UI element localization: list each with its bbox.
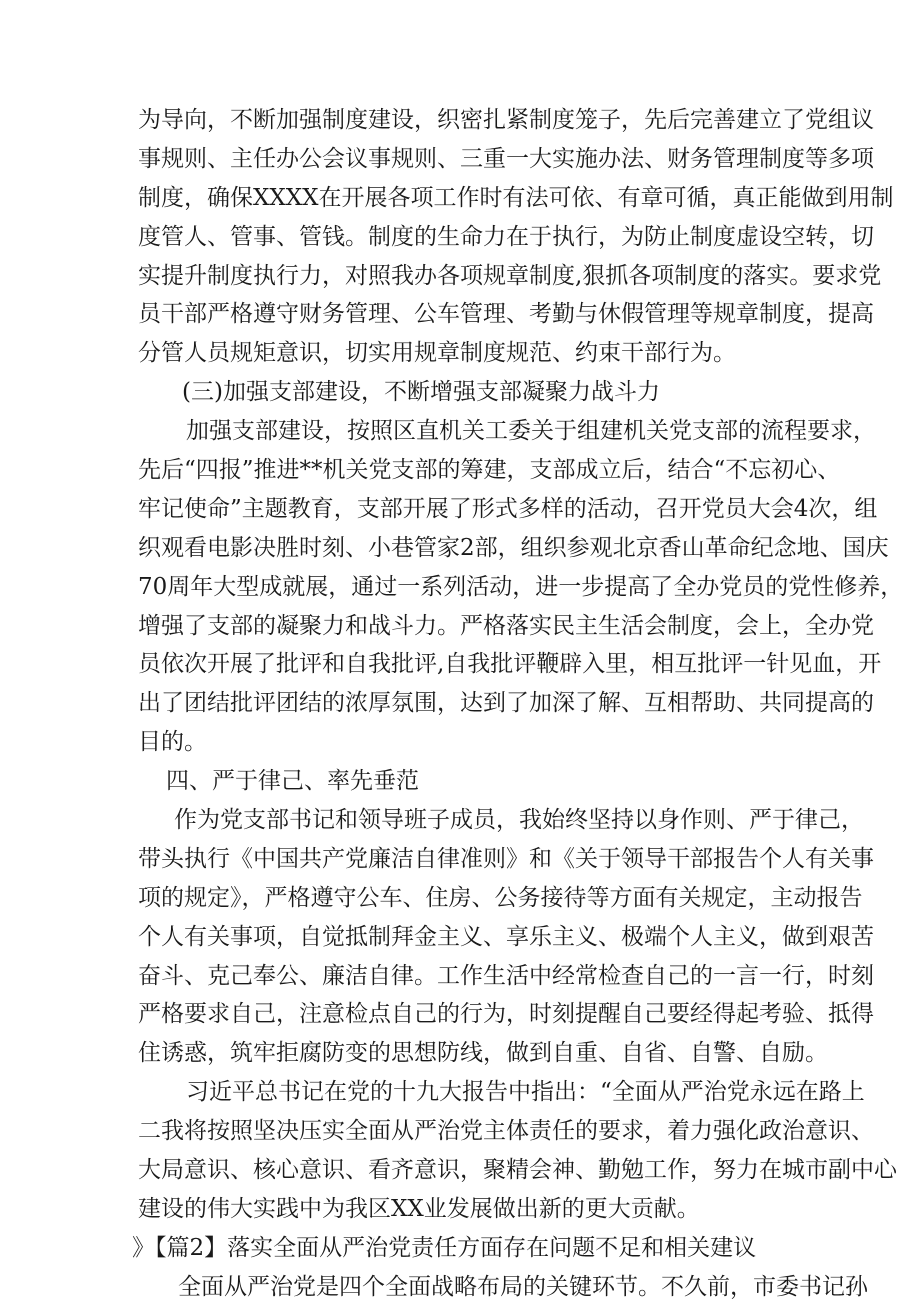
text-line: 分管人员规矩意识，切实用规章制度规范、约束干部行为。 — [138, 340, 736, 367]
text-line: 奋斗、克己奉公、廉洁自律。工作生活中经常检查自己的一言一行，时刻 — [138, 962, 874, 989]
article-heading: 》【篇2】落实全面从严治党责任方面存在问题不足和相关建议 — [132, 1234, 757, 1261]
text-line: 员依次开展了批评和自我批评,自我批评鞭辟入里，相互批评一针见血，开 — [138, 651, 882, 678]
text-line: 项的规定》，严格遵守公车、住房、公务接待等方面有关规定，主动报告 — [138, 884, 863, 911]
text-line: 出了团结批评团结的浓厚氛围，达到了加深了解、互相帮助、共同提高的 — [138, 690, 874, 717]
text-line: 牢记使命”主题教育，支部开展了形式多样的活动，召开党员大会4次，组 — [138, 495, 878, 522]
text-line: 作为党支部书记和领导班子成员，我始终坚持以身作则、严于律己， — [174, 807, 864, 834]
text-line: 全面从严治党是四个全面战略布局的关键环节。不久前，市委书记孙 — [178, 1273, 868, 1300]
text-line: 先后“四报”推进**机关党支部的筹建，支部成立后，结合“不忘初心、 — [138, 457, 841, 484]
text-line: 增强了支部的凝聚力和战斗力。严格落实民主生活会制度，会上，全办党 — [138, 612, 874, 639]
section-heading: 四、严于律己、率先垂范 — [166, 768, 419, 795]
text-line: 员干部严格遵守财务管理、公车管理、考勤与休假管理等规章制度，提高 — [138, 301, 874, 328]
text-line: 事规则、主任办公会议事规则、三重一大实施办法、财务管理制度等多项 — [138, 145, 874, 172]
text-line: 70周年大型成就展，通过一系列活动，进一步提高了全办党员的党性修养， — [138, 573, 904, 600]
text-line: 住诱惑，筑牢拒腐防变的思想防线，做到自重、自省、自警、自励。 — [138, 1040, 828, 1067]
text-line: 目的。 — [138, 729, 207, 756]
text-line: 加强支部建设，按照区直机关工委关于组建机关党支部的流程要求， — [186, 418, 876, 445]
text-line: 习近平总书记在党的十九大报告中指出：“全面从严治党永远在路上 — [186, 1079, 865, 1106]
text-line: 制度，确保XXXX在开展各项工作时有法可依、有章可循，真正能做到用制 — [138, 184, 894, 211]
text-line: 带头执行《中国共产党廉洁自律准则》和《关于领导干部报告个人有关事 — [138, 845, 874, 872]
text-line: 二我将按照坚决压实全面从严治党主体责任的要求，着力强化政治意识、 — [138, 1118, 874, 1145]
text-line: 实提升制度执行力，对照我办各项规章制度,狠抓各项制度的落实。要求党 — [138, 262, 882, 289]
text-line: 为导向，不断加强制度建设，织密扎紧制度笼子，先后完善建立了党组议 — [138, 107, 874, 133]
text-line: 建设的伟大实践中为我区XX业发展做出新的更大贡献。 — [138, 1195, 700, 1222]
text-line: 严格要求自己，注意检点自己的行为，时刻提醒自己要经得起考验、抵得 — [138, 1001, 874, 1028]
text-line: 度管人、管事、管钱。制度的生命力在于执行，为防止制度虚设空转，切 — [138, 223, 874, 250]
text-line: 织观看电影决胜时刻、小巷管家2部，组织参观北京香山革命纪念地、国庆 — [138, 534, 889, 561]
text-line: 个人有关事项，自觉抵制拜金主义、享乐主义、极端个人主义，做到艰苦 — [138, 923, 874, 950]
section-heading: (三)加强支部建设，不断增强支部凝聚力战斗力 — [182, 379, 660, 406]
text-line: 大局意识、核心意识、看齐意识，聚精会神、勤勉工作，努力在城市副中心 — [138, 1157, 897, 1184]
document-body — [0, 101, 920, 1307]
